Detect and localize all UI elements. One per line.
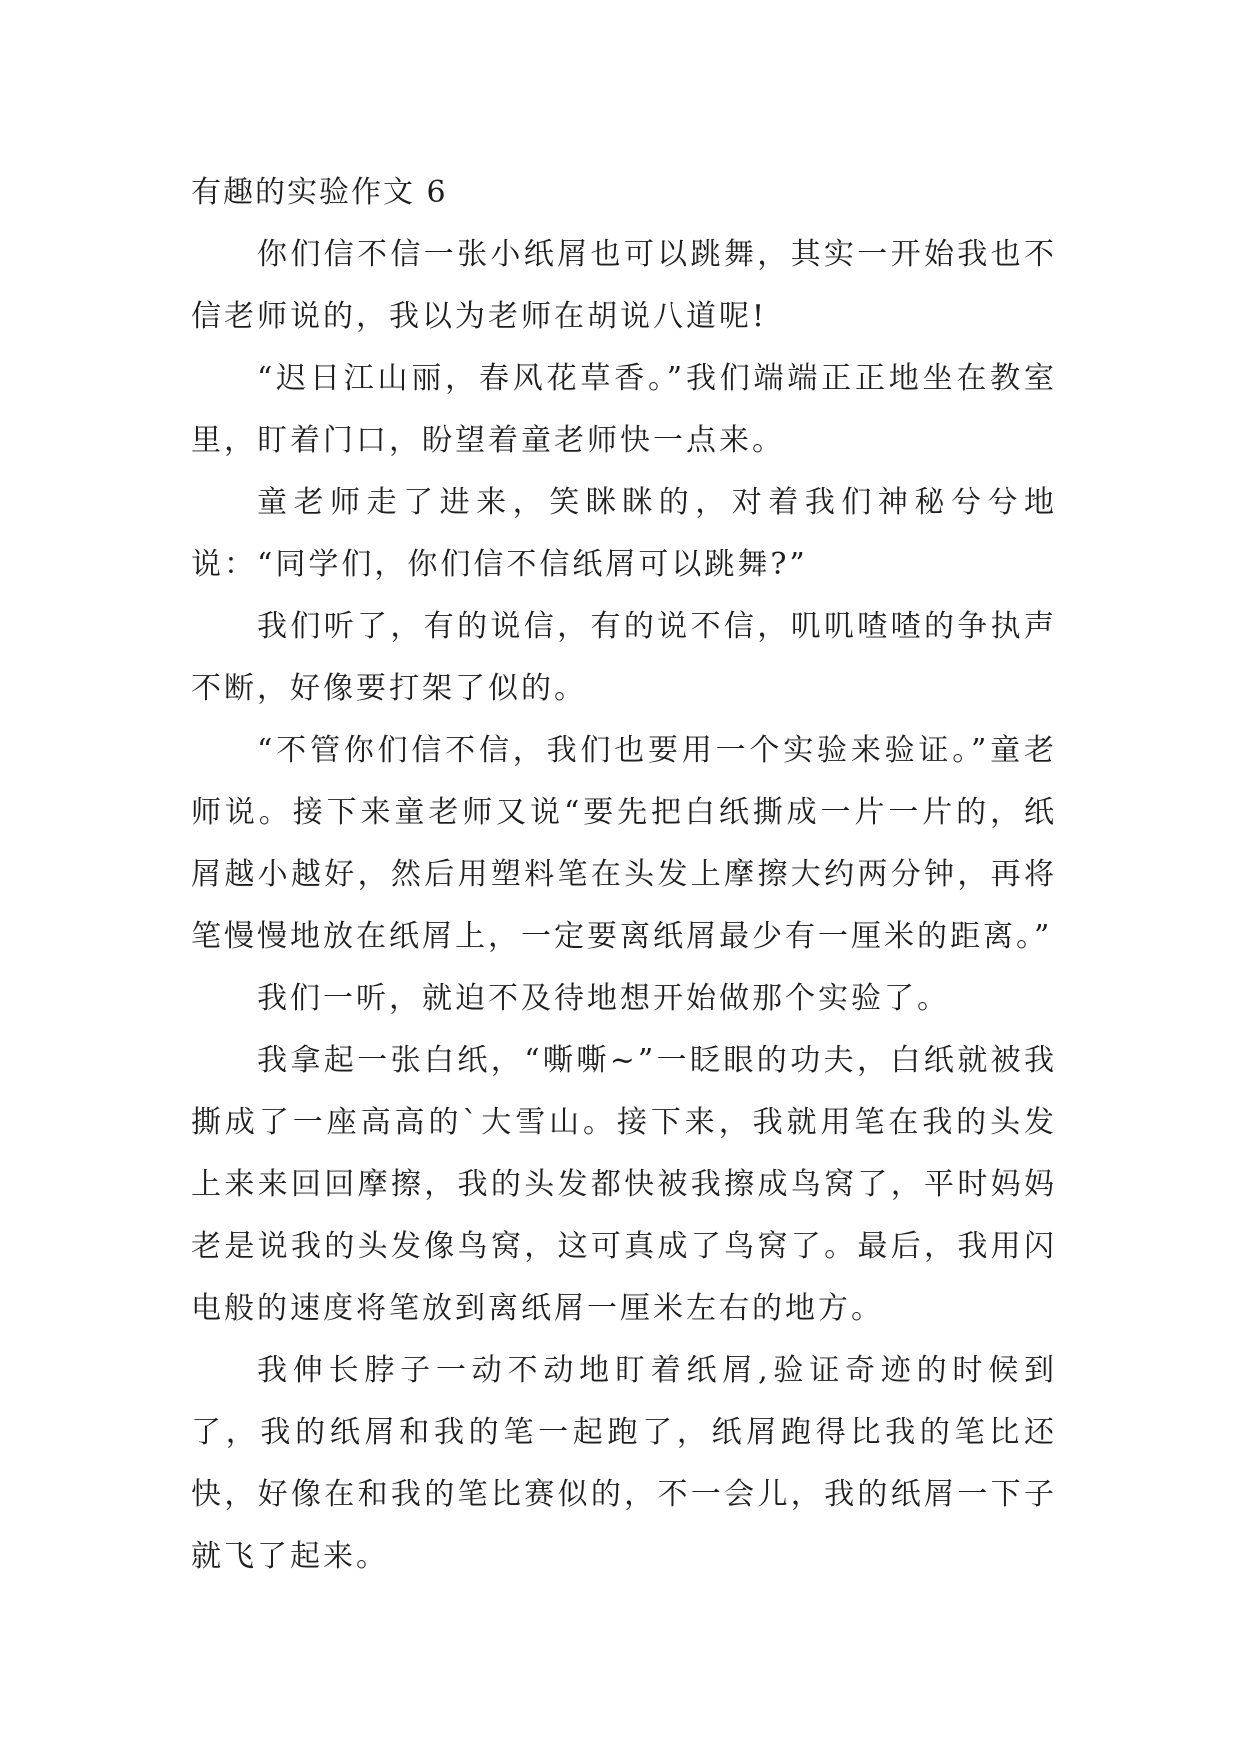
paragraph-1: 你们信不信一张小纸屑也可以跳舞，其实一开始我也不信老师说的，我以为老师在胡说八道呢! — [191, 237, 1057, 334]
paragraph-8: 我伸长脖子一动不动地盯着纸屑,验证奇迹的时候到了，我的纸屑和我的笔一起跑了，纸屑跑得比我的笔比还快，好像在和我的笔比赛似的，不一会儿，我的纸屑一下子就飞了起来。 — [191, 1353, 1057, 1574]
paragraph-6: 我们一听，就迫不及待地想开始做那个实验了。 — [257, 981, 950, 1016]
paragraph-2: “迟日江山丽，春风花草香。”我们端端正正地坐在教室里，盯着门口，盼望着童老师快一点来。 — [191, 361, 1057, 458]
paragraph-7: 我拿起一张白纸，“嘶嘶~”一眨眼的功夫，白纸就被我撕成了一座高高的`大雪山。接下来，我就用笔在我的头发上来来回回摩擦，我的头发都快被我擦成鸟窝了，平时妈妈老是说我的头发像鸟窝，这可真成了鸟窝了。最后，我用闪电般的速度将笔放到离纸屑一厘米左右的地方。 — [191, 1043, 1057, 1326]
paragraph-5: “不管你们信不信，我们也要用一个实验来验证。”童老师说。接下来童老师又说“要先把白纸撕成一片一片的，纸屑越小越好，然后用塑料笔在头发上摩擦大约两分钟，再将笔慢慢地放在纸屑上，一定要离纸屑最少有一厘米的距离。” — [191, 733, 1057, 954]
essay-title: 有趣的实验作文 6 — [191, 175, 448, 210]
essay-body — [191, 162, 1057, 1588]
paragraph-3: 童老师走了进来，笑眯眯的，对着我们神秘兮兮地说：“同学们，你们信不信纸屑可以跳舞?” — [191, 485, 1057, 582]
paragraph-4: 我们听了，有的说信，有的说不信，叽叽喳喳的争执声不断，好像要打架了似的。 — [191, 609, 1057, 706]
